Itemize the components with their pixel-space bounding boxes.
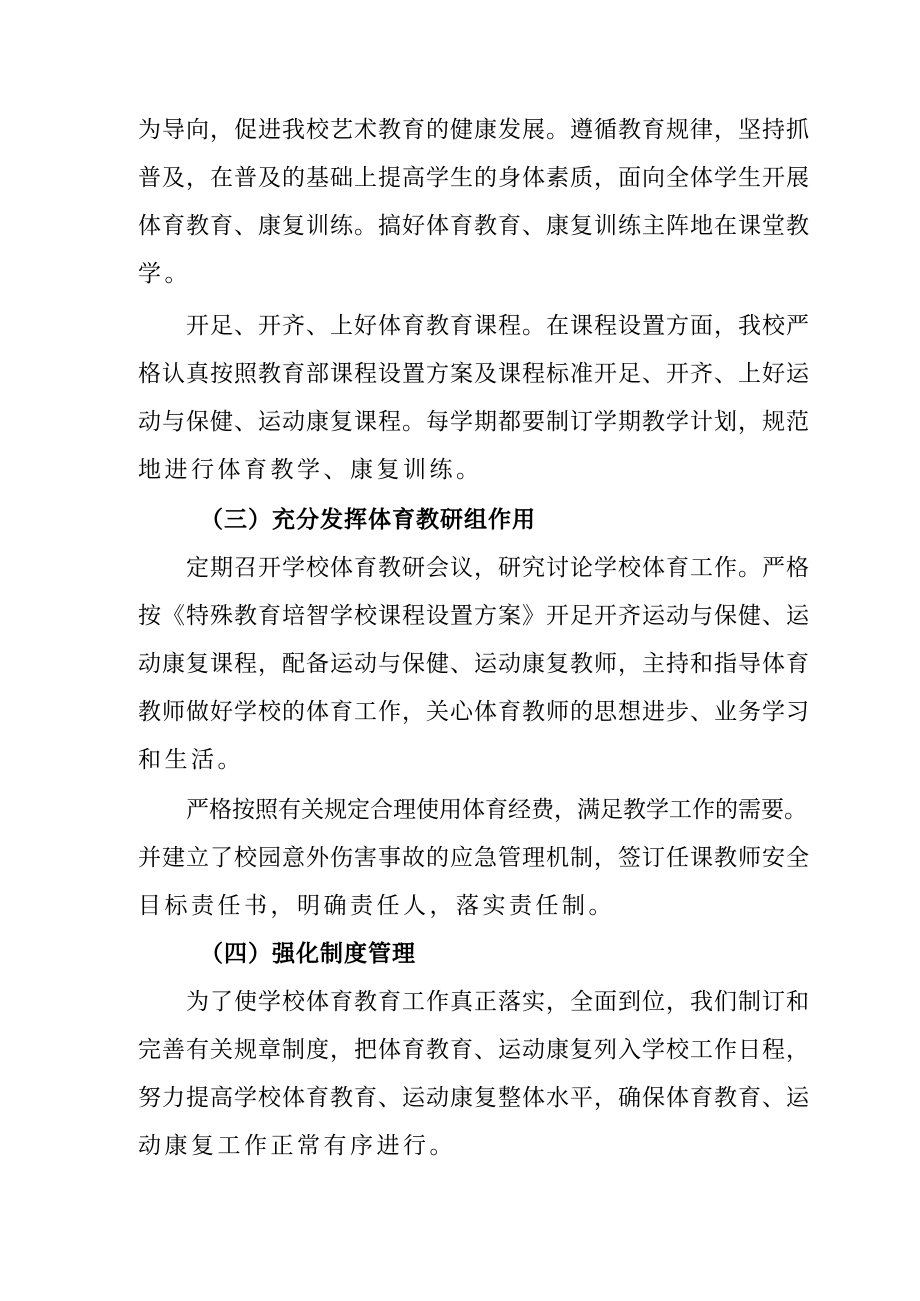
- paragraph-line: 目标责任书，明确责任人，落实责任制。: [138, 893, 615, 919]
- paragraph-line: 动康复工作正常有序进行。: [138, 1133, 456, 1159]
- paragraph-line: 格认真按照教育部课程设置方案及课程标准开足、开齐、上好运: [138, 361, 810, 387]
- section-heading: （三）充分发挥体育教研组作用: [200, 507, 536, 533]
- paragraph-line: 定期召开学校体育教研会议，研究讨论学校体育工作。严格: [186, 555, 810, 581]
- paragraph-line: 为了使学校体育教育工作真正落实，全面到位，我们制订和: [186, 989, 810, 1015]
- paragraph-line: 地进行体育教学、康复训练。: [138, 457, 483, 483]
- paragraph-line: 体育教育、康复训练。搞好体育教育、康复训练主阵地在课堂教: [138, 213, 810, 239]
- paragraph-line: 完善有关规章制度，把体育教育、运动康复列入学校工作日程，: [138, 1037, 810, 1063]
- paragraph-line: 学。: [138, 261, 191, 287]
- paragraph-line: 教师做好学校的体育工作，关心体育教师的思想进步、业务学习: [138, 699, 810, 725]
- paragraph-line: 开足、开齐、上好体育教育课程。在课程设置方面，我校严: [186, 313, 810, 339]
- paragraph-line: 努力提高学校体育教育、运动康复整体水平，确保体育教育、运: [138, 1085, 810, 1111]
- section-heading: （四）强化制度管理: [200, 941, 416, 967]
- paragraph-line: 严格按照有关规定合理使用体育经费，满足教学工作的需要。: [186, 797, 807, 823]
- paragraph-line: 动康复课程，配备运动与保健、运动康复教师，主持和指导体育: [138, 651, 810, 677]
- paragraph-line: 和生活。: [138, 747, 244, 773]
- paragraph-line: 并建立了校园意外伤害事故的应急管理机制，签订任课教师安全: [138, 845, 810, 871]
- paragraph-line: 动与保健、运动康复课程。每学期都要制订学期教学计划，规范: [138, 409, 810, 435]
- paragraph-line: 普及，在普及的基础上提高学生的身体素质，面向全体学生开展: [138, 165, 810, 191]
- paragraph-line: 按《特殊教育培智学校课程设置方案》开足开齐运动与保健、运: [138, 603, 810, 629]
- paragraph-line: 为导向，促进我校艺术教育的健康发展。遵循教育规律，坚持抓: [138, 117, 810, 143]
